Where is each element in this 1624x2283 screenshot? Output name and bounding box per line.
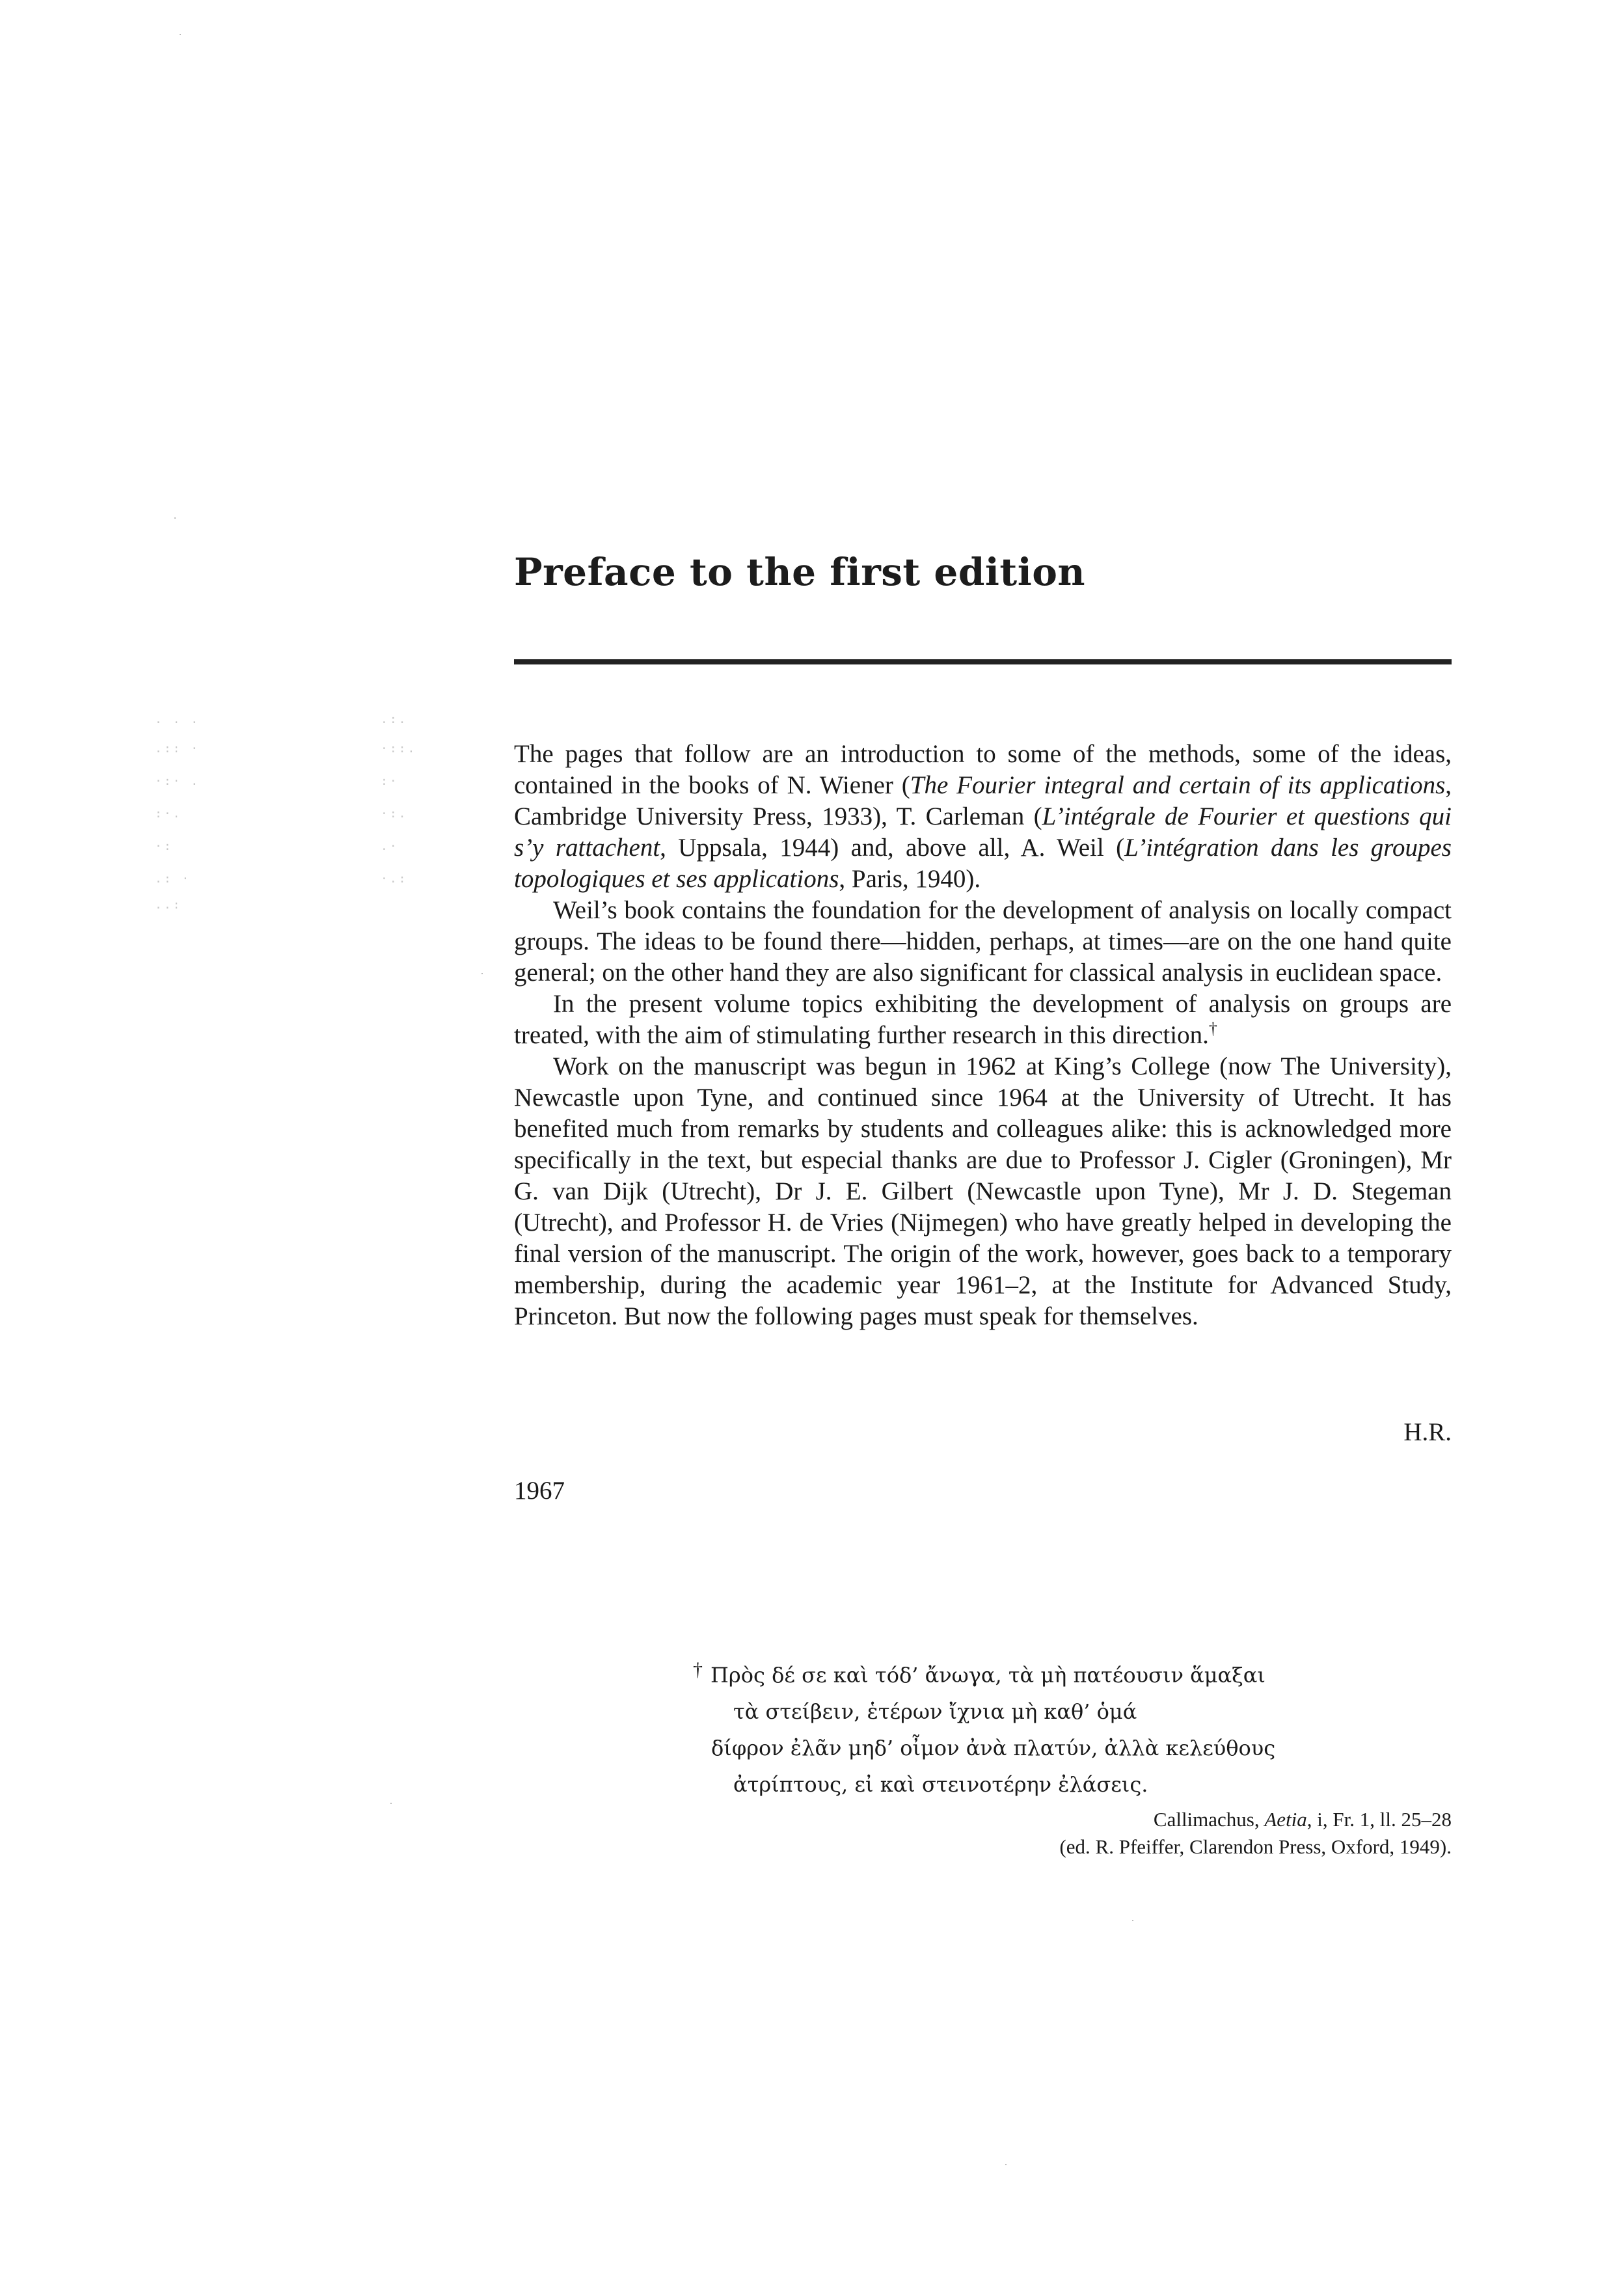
- scan-speck: [1005, 2164, 1007, 2165]
- paragraph-text: Weil’s book contains the foundation for the development of analysis on locally compact groups. The ideas to be found there—hidden, perhaps, at times—are on the one hand quite general; on the other hand they are also significant for classical analysis in euclidean space.: [514, 896, 1452, 987]
- paragraph-text: The pages that follow are an introduction to some of the methods, some of the ideas, contained in the books of N. Wiener (: [514, 740, 1452, 799]
- scan-artifact: ·:.: [381, 807, 408, 821]
- citation-line-2: (ed. R. Pfeiffer, Clarendon Press, Oxford, 1949).: [1059, 1835, 1452, 1858]
- citation-line-1: [1059, 1806, 1452, 1833]
- footnote-epigraph: [693, 1652, 1275, 1803]
- paragraph-text: , Uppsala, 1944) and, above all, A. Weil (: [660, 834, 1125, 862]
- scan-speck: [390, 1803, 392, 1804]
- epigraph-line: τὰ στείβειν, ἑτέρων ἴχνια μὴ καθ’ ὁμά: [733, 1699, 1137, 1724]
- scan-artifact: ·:· .: [155, 774, 200, 788]
- book-title: L’intégrale de Fourier et questions qui s’y rattachent: [514, 802, 1452, 862]
- scan-speck: [481, 973, 483, 974]
- book-title: The Fourier integral and certain of its applications: [910, 771, 1446, 799]
- preface-paragraph: [514, 895, 1452, 989]
- scan-artifact: ..:: [155, 898, 182, 912]
- preface-paragraph: [514, 989, 1452, 1051]
- preface-body: [514, 739, 1452, 1332]
- citation-work: Aetia: [1264, 1808, 1307, 1831]
- paragraph-text: In the present volume topics exhibiting the development of analysis on groups are treated, with the aim of stimulating further research in this direction.: [514, 990, 1452, 1049]
- footnote-marker: †: [1208, 1019, 1217, 1038]
- scan-artifact: ·::.: [381, 742, 417, 756]
- book-title: L’intégration dans les groupes topologiques et ses applications: [514, 834, 1452, 893]
- epigraph-line: [693, 1652, 1275, 1693]
- paragraph-text: , Cambridge University Press, 1933), T. Carleman (: [514, 771, 1452, 830]
- epigraph-line-text: Πρὸς δέ σε καὶ τόδ’ ἄνωγα, τὰ μὴ πατέουσιν ἅμαξαι: [710, 1663, 1265, 1688]
- epigraph-citation: [1059, 1806, 1452, 1861]
- scan-artifact: . . .: [155, 713, 200, 726]
- scan-artifact: .·: [381, 840, 399, 853]
- epigraph-line: ἀτρίπτους, εἰ καὶ στεινοτέρην ἐλάσεις.: [733, 1772, 1148, 1797]
- scan-artifact: :·: [381, 774, 399, 788]
- scan-artifact: .:.: [381, 713, 408, 726]
- preface-year: 1967: [514, 1477, 565, 1505]
- scan-artifact: :·.: [155, 807, 182, 821]
- paragraph-text: Work on the manuscript was begun in 1962 at King’s College (now The University), Newcastle upon Tyne, and continued since 1964 at the University of Utrecht. It has benefited much from remarks by students and colleagues alike: this is acknowledged more specifically in the text, but especial thanks are due to Professor J. Cigler (Groningen), Mr G. van Dijk (Utrecht), Dr J. E. Gilbert (Newcastle upon Tyne), Mr J. D. Stegeman (Utrecht), and Professor H. de Vries (Nijmegen) who have greatly helped in developing the final version of the manuscript. The origin of the work, however, goes back to a temporary membership, during the academic year 1961–2, at the Institute for Advanced Study, Princeton. But now the following pages must speak for themselves.: [514, 1052, 1452, 1330]
- scan-artifact: ·:: [155, 840, 173, 853]
- epigraph-line: δίφρον ἐλᾶν μηδ’ οἶμον ἀνὰ πλατύν, ἀλλὰ κελεύθους: [711, 1736, 1276, 1760]
- scan-artifact: ·.:: [381, 872, 408, 886]
- scan-speck: [180, 34, 181, 35]
- scan-speck: [174, 517, 176, 519]
- paragraph-text: , Paris, 1940).: [839, 865, 981, 893]
- title-rule: [514, 659, 1452, 664]
- scan-speck: [1132, 1920, 1133, 1921]
- citation-reference: , i, Fr. 1, ll. 25–28: [1306, 1808, 1452, 1831]
- scan-artifact: .: ·: [155, 872, 191, 886]
- preface-paragraph: [514, 739, 1452, 895]
- page-title: Preface to the first edition: [514, 550, 1086, 594]
- citation-author: Callimachus,: [1153, 1808, 1265, 1831]
- preface-paragraph: [514, 1051, 1452, 1332]
- scan-artifact: .:: ·: [155, 742, 200, 756]
- dagger-mark: †: [693, 1659, 703, 1680]
- author-initials: H.R.: [1403, 1418, 1452, 1446]
